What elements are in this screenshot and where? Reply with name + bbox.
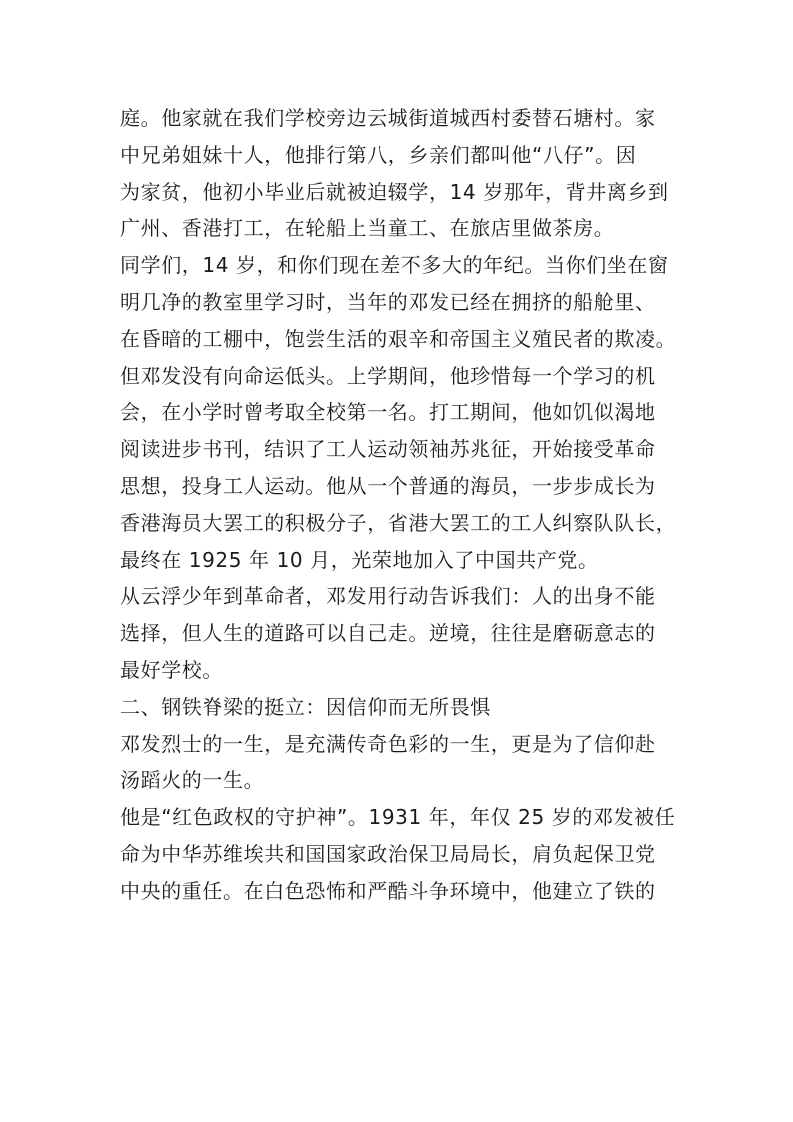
text-line: 但邓发没有向命运低头。上学期间，他珍惜每一个学习的机 xyxy=(120,363,656,388)
text-line: 香港海员大罢工的积极分子，省港大罢工的工人纠察队队长， xyxy=(120,510,677,535)
text-line: 为家贫，他初小毕业后就被迫辍学，14 岁那年，背井离乡到 xyxy=(120,179,669,204)
text-line: 中兄弟姐妹十人，他排行第八，乡亲们都叫他“八仔”。因 xyxy=(120,142,637,167)
text-line: 中央的重任。在白色恐怖和严酷斗争环境中，他建立了铁的 xyxy=(120,878,656,903)
text-line: 他是“红色政权的守护神”。1931 年，年仅 25 岁的邓发被任 xyxy=(120,805,676,830)
text-line: 从云浮少年到革命者，邓发用行动告诉我们：人的出身不能 xyxy=(120,584,656,609)
text-line: 最终在 1925 年 10 月，光荣地加入了中国共产党。 xyxy=(120,547,599,572)
text-line: 庭。他家就在我们学校旁边云城街道城西村委替石塘村。家 xyxy=(120,106,656,130)
text-line: 会，在小学时曾考取全校第一名。打工期间，他如饥似渴地 xyxy=(120,400,656,425)
text-line: 思想，投身工人运动。他从一个普通的海员，一步步成长为 xyxy=(120,473,656,498)
text-line: 邓发烈士的一生，是充满传奇色彩的一生，更是为了信仰赴 xyxy=(120,731,656,756)
body-text xyxy=(120,100,700,910)
text-line: 选择，但人生的道路可以自己走。逆境，往往是磨砺意志的 xyxy=(120,621,656,646)
text-line: 最好学校。 xyxy=(120,657,223,682)
section-heading: 二、钢铁脊梁的挺立：因信仰而无所畏惧 xyxy=(120,694,491,719)
text-line: 阅读进步书刊，结识了工人运动领袖苏兆征，开始接受革命 xyxy=(120,437,656,462)
text-line: 广州、香港打工，在轮船上当童工、在旅店里做茶房。 xyxy=(120,216,615,241)
text-line: 同学们，14 岁，和你们现在差不多大的年纪。当你们坐在窗 xyxy=(120,253,669,278)
text-line: 在昏暗的工棚中，饱尝生活的艰辛和帝国主义殖民者的欺凌。 xyxy=(120,326,677,351)
text-line: 汤蹈火的一生。 xyxy=(120,768,265,793)
text-line: 命为中华苏维埃共和国国家政治保卫局局长，肩负起保卫党 xyxy=(120,841,656,866)
text-line: 明几净的教室里学习时，当年的邓发已经在拥挤的船舱里、 xyxy=(120,289,656,314)
